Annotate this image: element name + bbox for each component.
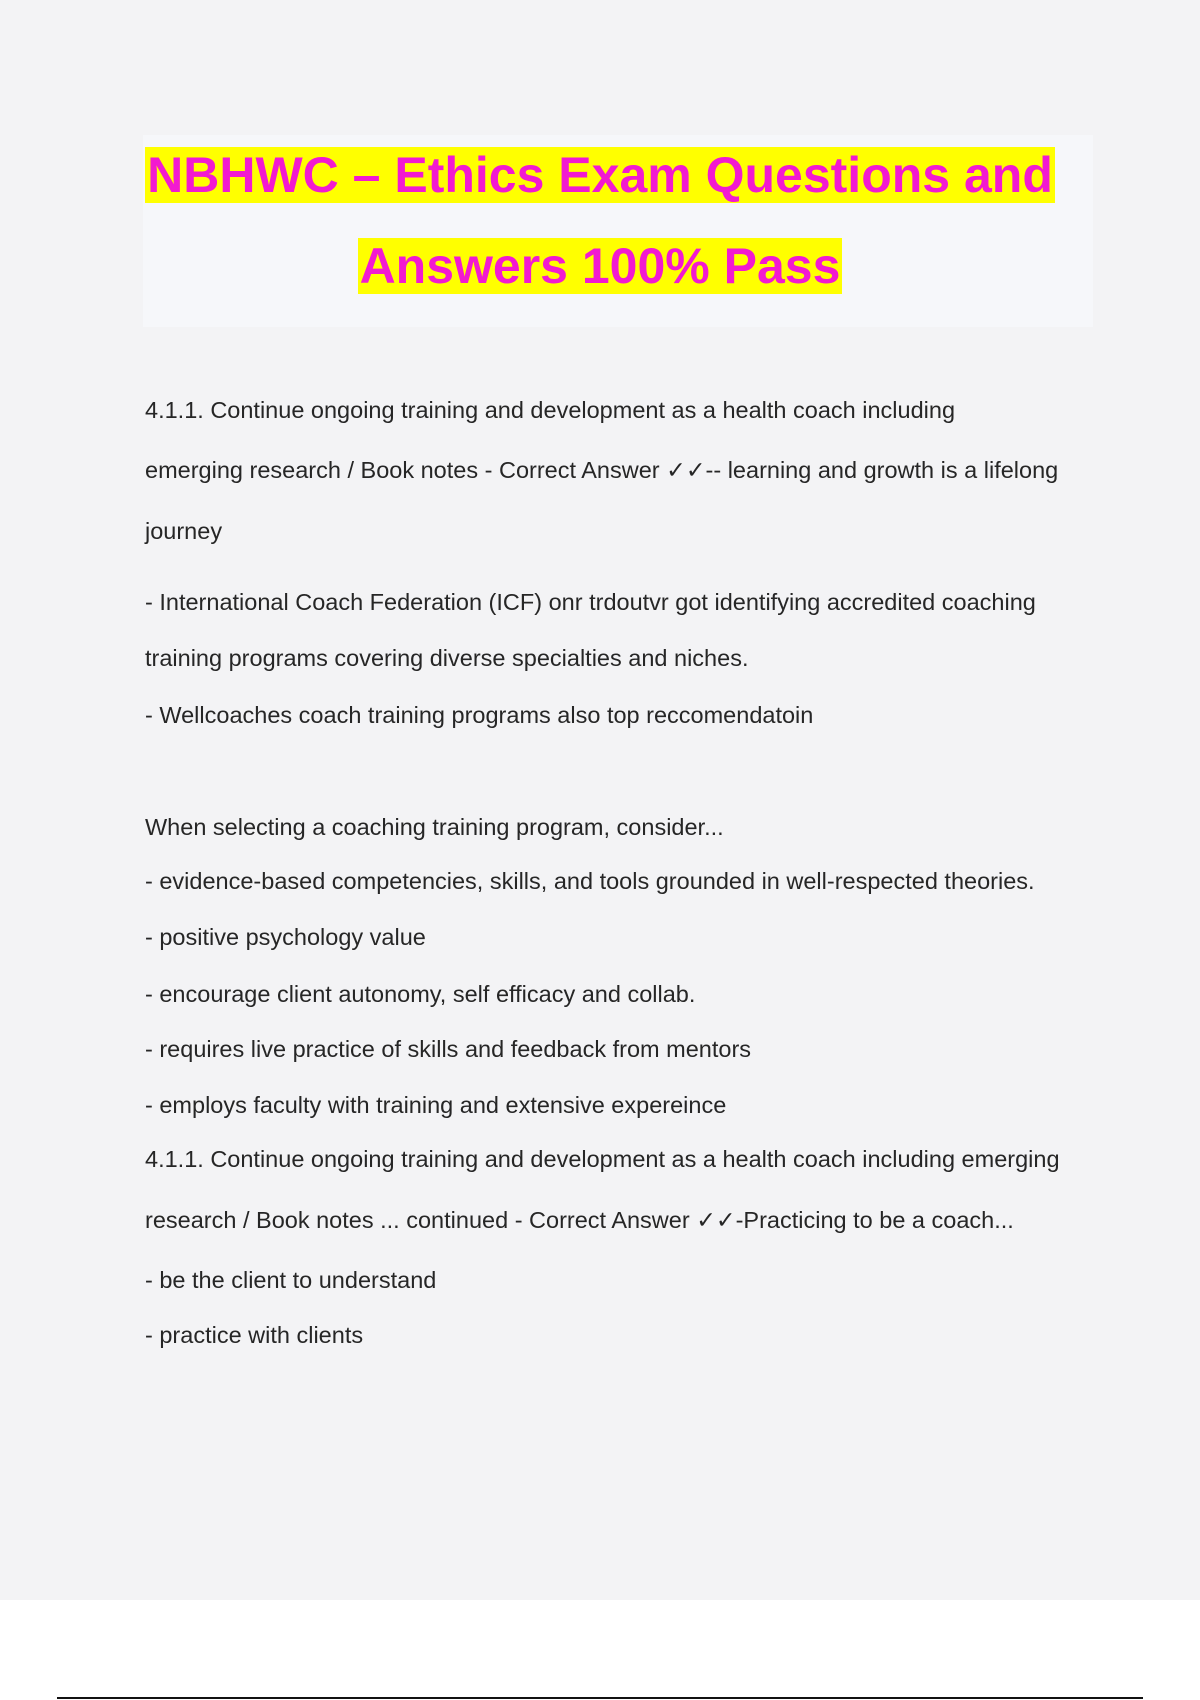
answer-1-line-2: training programs covering diverse specialties and niches.	[145, 645, 749, 671]
question-2-line-2: research / Book notes ... continued - Correct Answer ✓✓-Practicing to be a coach...	[145, 1207, 1014, 1233]
question-2-line-1: 4.1.1. Continue ongoing training and development as a health coach including emerging	[145, 1146, 1060, 1172]
question-1-line-1: 4.1.1. Continue ongoing training and development as a health coach including	[145, 397, 956, 423]
consideration-item: - evidence-based competencies, skills, and tools grounded in well-respected theories.	[145, 868, 1035, 894]
answer-2-item: - be the client to understand	[145, 1267, 437, 1293]
consideration-item: - positive psychology value	[145, 924, 426, 950]
consideration-item: - encourage client autonomy, self efficacy and collab.	[145, 981, 696, 1007]
answer-1-line-3: - Wellcoaches coach training programs also top reccomendatoin	[145, 702, 814, 728]
consideration-item: - employs faculty with training and extensive expereince	[145, 1092, 727, 1118]
footer-divider	[57, 1697, 1143, 1699]
page-footer	[0, 1600, 1200, 1700]
question-1-line-2: emerging research / Book notes - Correct Answer ✓✓-- learning and growth is a lifelong	[145, 457, 1059, 483]
question-1-line-3: journey	[145, 518, 223, 544]
answer-1-line-1: - International Coach Federation (ICF) onr trdoutvr got identifying accredited coaching	[145, 589, 1036, 615]
answer-2-item: - practice with clients	[145, 1322, 364, 1348]
consideration-item: - requires live practice of skills and feedback from mentors	[145, 1036, 752, 1062]
considerations-heading: When selecting a coaching training program, consider...	[145, 814, 724, 840]
document-title-line-2: Answers 100% Pass	[359, 238, 841, 294]
document-title-line-1: NBHWC – Ethics Exam Questions and	[147, 147, 1053, 203]
